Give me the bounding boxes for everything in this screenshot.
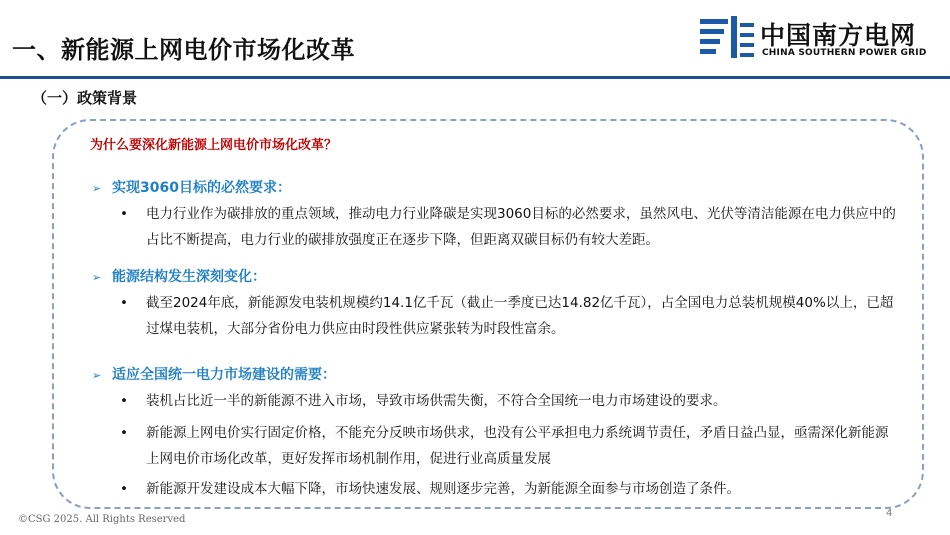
page-title: 一、新能源上网电价市场化改革	[12, 36, 355, 64]
group-heading-text: 实现3060目标的必然要求：	[112, 180, 291, 196]
bullet-icon: •	[120, 295, 128, 311]
group-heading	[92, 266, 266, 286]
group-heading-text: 能源结构发生深刻变化：	[112, 269, 266, 285]
bullet-icon: •	[120, 393, 128, 409]
group-heading	[92, 364, 336, 384]
bullet-icon: •	[120, 481, 128, 497]
list-item	[120, 290, 900, 342]
logo-english-text: CHINA SOUTHERN POWER GRID	[762, 48, 927, 58]
company-logo	[700, 14, 940, 68]
list-item-text: 新能源开发建设成本大幅下降，市场快速发展、规则逐步完善，为新能源全面参与市场创造了条件。	[146, 481, 740, 497]
list-item	[120, 201, 900, 253]
list-item	[120, 476, 900, 502]
list-item-text: 装机占比近一半的新能源不进入市场，导致市场供需失衡，不符合全国统一电力市场建设的要求。	[146, 393, 727, 409]
list-item-text: 新能源上网电价实行固定价格，不能充分反映市场供求，也没有公平承担电力系统调节责任，矛盾日益凸显，亟需深化新能源上网电价市场化改革，更好发挥市场机制作用，促进行业高质量发展	[146, 425, 889, 467]
question-text: 为什么要深化新能源上网电价市场化改革？	[90, 138, 338, 153]
logo-chinese-text: 中国南方电网	[760, 21, 917, 50]
arrow-icon: ➢	[92, 271, 102, 284]
arrow-icon: ➢	[92, 182, 102, 195]
list-item	[120, 420, 900, 472]
copyright-footer: ©CSG 2025. All Rights Reserved	[18, 514, 186, 525]
list-item-text: 截至2024年底，新能源发电装机规模约14.1亿千瓦（截止一季度已达14.82亿千瓦），占全国电力总装机规模40%以上，已超过煤电装机，大部分省份电力供应由时段性供应紧张转为时段性富余。	[146, 295, 894, 337]
arrow-icon: ➢	[92, 369, 102, 382]
section-title: （一）政策背景	[32, 89, 138, 107]
page-number: 4	[886, 508, 893, 519]
csg-logo-icon	[700, 16, 756, 62]
group-heading-text: 适应全国统一电力市场建设的需要：	[112, 367, 336, 383]
bullet-icon: •	[120, 425, 128, 441]
group-heading	[92, 177, 291, 197]
list-item	[120, 388, 900, 414]
list-item-text: 电力行业作为碳排放的重点领域，推动电力行业降碳是实现3060目标的必然要求，虽然风电、光伏等清洁能源在电力供应中的占比不断提高，电力行业的碳排放强度正在逐步下降，但距离双碳目标仍有较大差距。	[146, 206, 896, 248]
title-divider	[0, 76, 950, 79]
bullet-icon: •	[120, 206, 128, 222]
